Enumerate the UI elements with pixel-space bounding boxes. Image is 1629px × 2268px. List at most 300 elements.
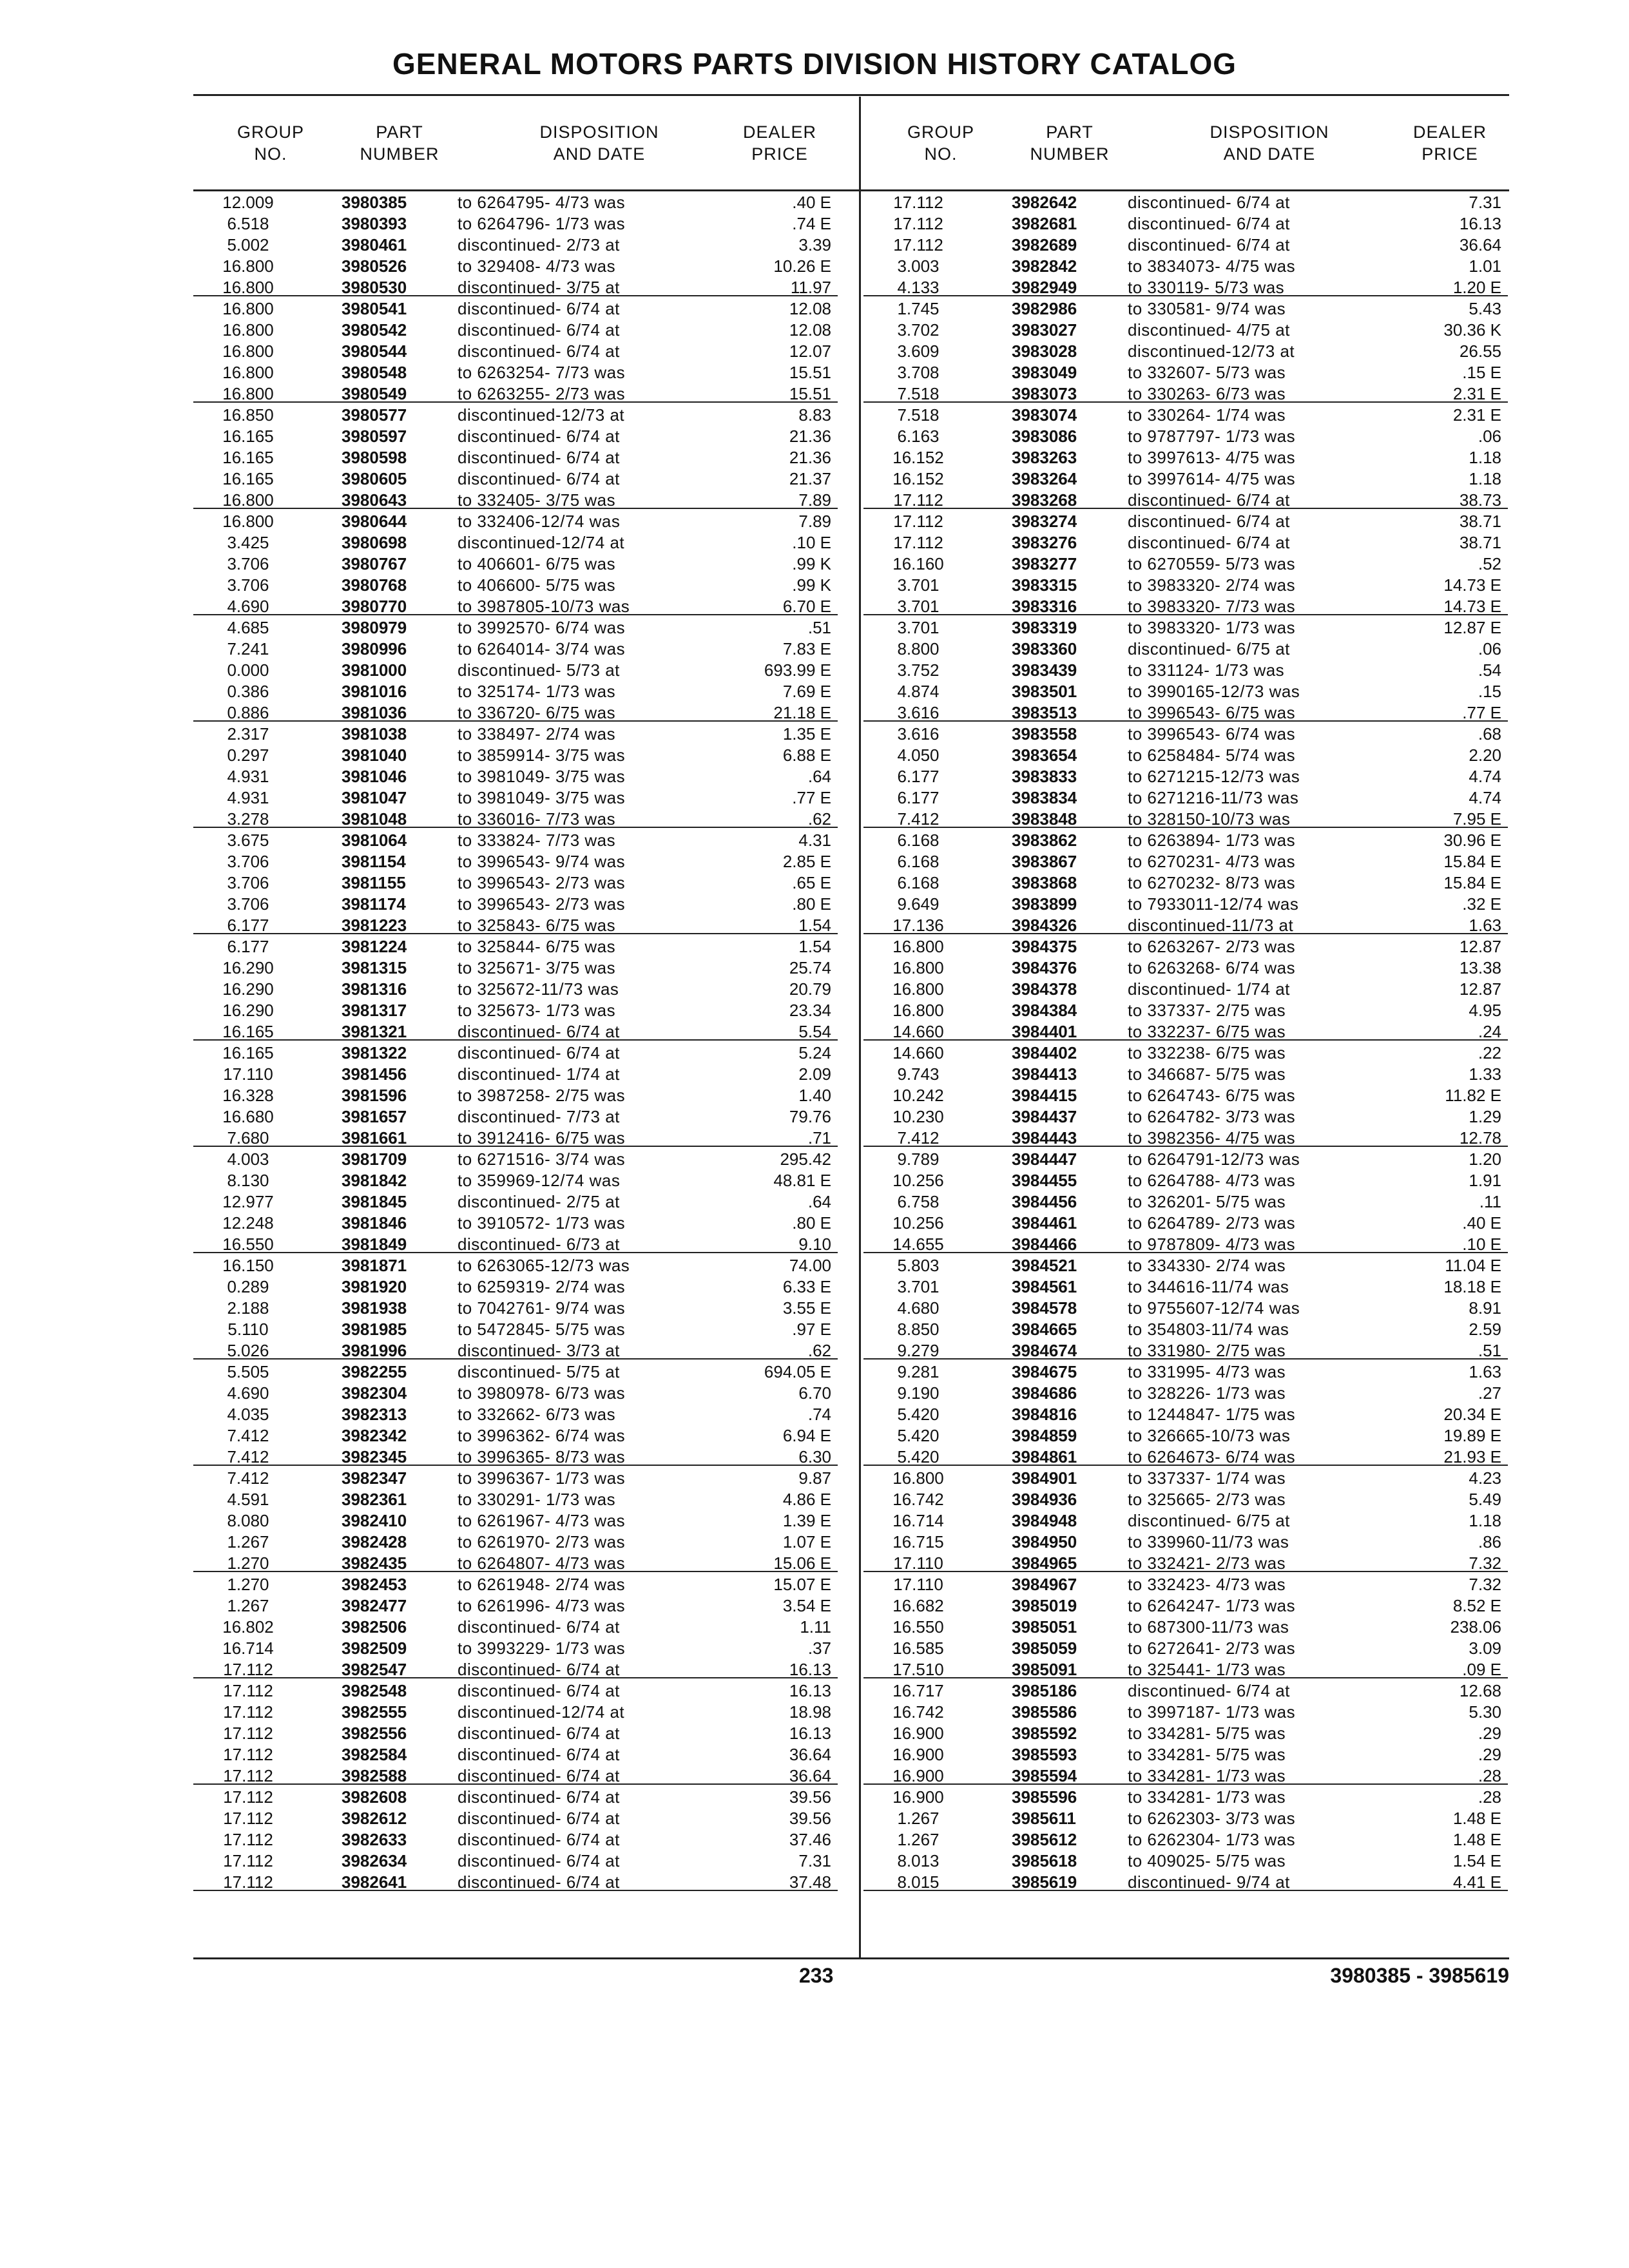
table-row (863, 1319, 1508, 1340)
part-number: 3981657 (342, 1107, 407, 1126)
group-number: 8.080 (227, 1511, 269, 1530)
group-number: 1.267 (897, 1809, 940, 1828)
dealer-price: 1.18 (1469, 1511, 1501, 1530)
group-number: 7.241 (227, 639, 269, 658)
disposition: to 9755607-12/74 was (1128, 1298, 1300, 1318)
dealer-price: 7.83 E (782, 639, 831, 658)
table-row (863, 1064, 1508, 1085)
table-row (863, 681, 1508, 702)
dealer-price: 12.78 (1459, 1128, 1501, 1148)
dealer-price: .15 (1478, 682, 1501, 701)
group-number: 16.152 (892, 469, 944, 488)
dealer-price: 4.95 (1469, 1001, 1501, 1020)
group-number: 8.015 (897, 1872, 940, 1892)
table-row (863, 511, 1508, 532)
dealer-price: .32 E (1462, 894, 1501, 914)
group-number: 10.230 (892, 1107, 944, 1126)
part-number: 3984950 (1012, 1532, 1077, 1552)
dealer-price: 21.93 E (1443, 1447, 1501, 1466)
disposition: to 6270231- 4/73 was (1128, 852, 1296, 871)
dealer-price: 5.30 (1469, 1702, 1501, 1722)
part-number: 3982633 (342, 1830, 407, 1849)
disposition: discontinued- 2/75 at (458, 1192, 620, 1211)
dealer-price: .65 E (792, 873, 831, 892)
group-number: 3.706 (227, 873, 269, 892)
group-number: 0.297 (227, 745, 269, 765)
disposition: to 337337- 1/74 was (1128, 1468, 1286, 1488)
group-number: 7.412 (227, 1426, 269, 1445)
dealer-price: .97 E (792, 1320, 831, 1339)
group-number: 17.112 (223, 1681, 273, 1700)
group-number: 5.420 (897, 1426, 940, 1445)
part-number: 3985619 (1012, 1872, 1077, 1892)
table-row (193, 1043, 838, 1064)
table-row (193, 1829, 838, 1850)
part-number: 3981920 (342, 1277, 407, 1296)
dealer-price: 11.04 E (1445, 1256, 1501, 1275)
part-number: 3984859 (1012, 1426, 1077, 1445)
table-row (193, 1021, 838, 1043)
table-row (193, 1064, 838, 1085)
table-row (193, 1255, 838, 1276)
group-number: 16.290 (222, 958, 274, 977)
table-row (863, 1808, 1508, 1829)
table-row (863, 532, 1508, 553)
disposition: to 6263267- 2/73 was (1128, 937, 1296, 956)
disposition: discontinued- 6/73 at (458, 1235, 620, 1254)
table-row (863, 383, 1508, 405)
group-number: 16.165 (222, 469, 274, 488)
part-number: 3982588 (342, 1766, 407, 1785)
group-number: 17.136 (892, 916, 944, 935)
left-part-header: PART NUMBER (360, 122, 439, 164)
dealer-price: 37.46 (789, 1830, 831, 1849)
disposition: discontinued- 1/74 at (458, 1064, 620, 1084)
group-number: 7.518 (897, 384, 940, 403)
group-number: 16.800 (892, 1468, 944, 1488)
disposition: to 6263268- 6/74 was (1128, 958, 1296, 977)
part-number: 3984375 (1012, 937, 1077, 956)
table-row (193, 766, 838, 787)
part-number: 3985594 (1012, 1766, 1077, 1785)
disposition: to 6261948- 2/74 was (458, 1575, 626, 1594)
group-number: 5.505 (227, 1362, 269, 1381)
dealer-price: .29 (1478, 1724, 1501, 1743)
disposition: discontinued- 6/74 at (458, 1851, 620, 1870)
table-row (193, 957, 838, 979)
part-number: 3981322 (342, 1043, 407, 1062)
part-number: 3982949 (1012, 278, 1077, 297)
table-row (863, 724, 1508, 745)
dealer-price: 15.51 (789, 384, 831, 403)
table-row (193, 1553, 838, 1574)
disposition: discontinued-12/73 at (1128, 341, 1295, 361)
part-number: 3983558 (1012, 724, 1077, 744)
dealer-price: 11.97 (790, 278, 831, 297)
disposition: to 325844- 6/75 was (458, 937, 616, 956)
table-row (863, 1276, 1508, 1298)
left-price-header: DEALER PRICE (742, 122, 817, 164)
group-number: 3.609 (897, 341, 940, 361)
part-number: 3983501 (1012, 682, 1077, 701)
disposition: discontinued- 6/75 at (1128, 639, 1290, 658)
disposition: to 6263254- 7/73 was (458, 363, 626, 382)
part-number: 3981223 (342, 916, 407, 935)
page-number: 233 (799, 1964, 834, 1987)
part-number: 3981596 (342, 1086, 407, 1105)
disposition: to 330291- 1/73 was (458, 1490, 616, 1509)
dealer-price: .74 E (792, 214, 831, 233)
disposition: to 3997187- 1/73 was (1128, 1702, 1296, 1722)
dealer-price: 6.30 (798, 1447, 831, 1466)
disposition: discontinued-12/73 at (458, 405, 625, 425)
part-number: 3981316 (342, 979, 407, 999)
group-number: 1.267 (227, 1532, 269, 1552)
table-row (863, 298, 1508, 320)
group-number: 5.110 (227, 1320, 269, 1339)
part-number: 3982509 (342, 1639, 407, 1658)
table-row (863, 1659, 1508, 1680)
part-number: 3982477 (342, 1596, 407, 1615)
group-number: 5.002 (227, 235, 269, 255)
disposition: to 332421- 2/73 was (1128, 1553, 1286, 1573)
table-row (863, 1021, 1508, 1043)
part-number: 3984461 (1012, 1213, 1077, 1233)
dealer-price: 694.05 E (764, 1362, 831, 1381)
table-row (863, 1595, 1508, 1617)
group-number: 5.803 (897, 1256, 940, 1275)
disposition: to 3996543- 9/74 was (458, 852, 626, 871)
disposition: to 3981049- 3/75 was (458, 788, 626, 807)
part-number: 3980541 (342, 299, 407, 318)
table-row (193, 405, 838, 426)
disposition: discontinued- 6/74 at (458, 299, 620, 318)
table-row (193, 1234, 838, 1255)
table-row (863, 1765, 1508, 1787)
disposition: to 409025- 5/75 was (1128, 1851, 1286, 1870)
dealer-price: 36.64 (789, 1766, 831, 1785)
group-number: 0.000 (227, 660, 269, 680)
table-row (193, 341, 838, 362)
disposition: to 325441- 1/73 was (1128, 1660, 1286, 1679)
dealer-price: 7.31 (1469, 193, 1501, 212)
group-number: 16.165 (222, 427, 274, 446)
table-row (863, 1510, 1508, 1532)
table-row (863, 1000, 1508, 1021)
left-disposition-header: DISPOSITION AND DATE (539, 122, 659, 164)
group-number: 6.758 (897, 1192, 940, 1211)
part-number: 3983360 (1012, 639, 1077, 658)
part-number: 3985059 (1012, 1639, 1077, 1658)
group-number: 16.900 (892, 1787, 944, 1807)
disposition: to 6263894- 1/73 was (1128, 831, 1296, 850)
part-number: 3983899 (1012, 894, 1077, 914)
part-number: 3983868 (1012, 873, 1077, 892)
disposition: to 332406-12/74 was (458, 512, 621, 531)
part-number: 3981038 (342, 724, 407, 744)
group-number: 3.003 (897, 256, 940, 276)
dealer-price: 12.68 (1459, 1681, 1501, 1700)
group-number: 16.800 (892, 1001, 944, 1020)
part-number: 3984378 (1012, 979, 1077, 999)
part-number: 3980542 (342, 320, 407, 340)
disposition: to 3996365- 8/73 was (458, 1447, 626, 1466)
dealer-price: .10 E (1462, 1235, 1501, 1254)
dealer-price: 4.31 (798, 831, 831, 850)
dealer-price: 2.31 E (1452, 384, 1501, 403)
part-number: 3981174 (342, 894, 406, 914)
group-number: 3.701 (897, 597, 940, 616)
part-number: 3982304 (342, 1383, 407, 1403)
dealer-price: 23.34 (789, 1001, 831, 1020)
disposition: to 334281- 5/75 was (1128, 1724, 1286, 1743)
group-number: 17.110 (893, 1575, 943, 1594)
disposition: to 6263065-12/73 was (458, 1256, 630, 1275)
table-row (863, 468, 1508, 490)
part-number: 3981040 (342, 745, 407, 765)
part-number: 3983862 (1012, 831, 1077, 850)
disposition: to 6264247- 1/73 was (1128, 1596, 1296, 1615)
part-number: 3980393 (342, 214, 407, 233)
part-number: 3984936 (1012, 1490, 1077, 1509)
dealer-price: 3.39 (798, 235, 831, 255)
dealer-price: 6.70 (798, 1383, 831, 1403)
dealer-price: .40 E (792, 193, 831, 212)
part-number: 3984561 (1012, 1277, 1077, 1296)
disposition: discontinued- 7/73 at (458, 1107, 620, 1126)
dealer-price: 1.29 (1469, 1107, 1501, 1126)
part-number: 3982547 (342, 1660, 407, 1679)
disposition: to 6264673- 6/74 was (1128, 1447, 1296, 1466)
table-row (863, 1638, 1508, 1659)
table-row (863, 979, 1508, 1000)
dealer-price: .54 (1478, 660, 1501, 680)
group-number: 10.242 (892, 1086, 944, 1105)
part-number: 3985611 (1012, 1809, 1076, 1828)
group-number: 4.874 (897, 682, 940, 701)
part-range: 3980385 - 3985619 (1330, 1964, 1509, 1987)
dealer-price: 38.71 (1459, 533, 1501, 552)
table-row (863, 1149, 1508, 1170)
table-row (193, 1085, 838, 1106)
dealer-price: .80 E (792, 894, 831, 914)
disposition: to 6270559- 5/73 was (1128, 554, 1296, 573)
group-number: 12.977 (222, 1192, 274, 1211)
table-row (193, 1213, 838, 1234)
table-row (863, 1128, 1508, 1149)
part-number: 3980996 (342, 639, 407, 658)
disposition: discontinued- 6/74 at (458, 1660, 620, 1679)
part-number: 3981985 (342, 1320, 407, 1339)
part-number: 3984965 (1012, 1553, 1077, 1573)
disposition: to 325672-11/73 was (458, 979, 619, 999)
part-number: 3982345 (342, 1447, 407, 1466)
table-row (193, 1744, 838, 1765)
group-number: 4.931 (227, 788, 269, 807)
disposition: to 336016- 7/73 was (458, 809, 616, 829)
disposition: to 354803-11/74 was (1128, 1320, 1289, 1339)
table-row (863, 1829, 1508, 1850)
group-number: 3.702 (897, 320, 940, 340)
part-number: 3982453 (342, 1575, 407, 1594)
part-number: 3982556 (342, 1724, 407, 1743)
dealer-price: .06 (1478, 427, 1501, 446)
group-number: 16.800 (222, 490, 274, 510)
dealer-price: 7.31 (798, 1851, 831, 1870)
group-number: 12.248 (222, 1213, 274, 1233)
part-number: 3981155 (342, 873, 406, 892)
dealer-price: 2.09 (798, 1064, 831, 1084)
table-row (193, 1765, 838, 1787)
table-row (863, 213, 1508, 235)
part-number: 3984413 (1012, 1064, 1077, 1084)
disposition: discontinued- 6/74 at (458, 469, 620, 488)
part-number: 3980768 (342, 575, 407, 595)
dealer-price: .15 E (1462, 363, 1501, 382)
table-row (863, 660, 1508, 681)
disposition: discontinued- 9/74 at (1128, 1872, 1290, 1892)
group-number: 10.256 (892, 1213, 944, 1233)
group-number: 16.150 (222, 1256, 274, 1275)
dealer-price: 2.59 (1469, 1320, 1501, 1339)
disposition: to 3992570- 6/74 was (458, 618, 626, 637)
table-row (193, 787, 838, 809)
part-number: 3982313 (342, 1405, 407, 1424)
table-row (863, 320, 1508, 341)
part-number: 3980605 (342, 469, 407, 488)
table-row (193, 872, 838, 894)
dealer-price: 21.36 (789, 427, 831, 446)
disposition: to 3834073- 4/75 was (1128, 256, 1296, 276)
disposition: to 332607- 5/73 was (1128, 363, 1286, 382)
disposition: to 329408- 4/73 was (458, 256, 616, 276)
table-row (193, 235, 838, 256)
table-row (863, 1446, 1508, 1468)
group-number: 16.585 (892, 1639, 944, 1658)
part-number: 3983276 (1012, 533, 1077, 552)
dealer-price: .77 E (1462, 703, 1501, 722)
disposition: to 5472845- 5/75 was (458, 1320, 626, 1339)
dealer-price: 1.01 (1469, 256, 1501, 276)
part-number: 3982342 (342, 1426, 407, 1445)
part-number: 3981154 (342, 852, 406, 871)
disposition: discontinued- 6/74 at (458, 1617, 620, 1637)
disposition: to 6271216-11/73 was (1128, 788, 1299, 807)
dealer-price: 15.51 (789, 363, 831, 382)
disposition: to 6262304- 1/73 was (1128, 1830, 1296, 1849)
disposition: discontinued-11/73 at (1128, 916, 1294, 935)
right-part-header: PART NUMBER (1030, 122, 1110, 164)
part-number: 3980770 (342, 597, 407, 616)
left-group-header: GROUP NO. (236, 122, 304, 164)
dealer-price: 36.64 (1459, 235, 1501, 255)
table-row (863, 702, 1508, 724)
table-row (863, 553, 1508, 575)
disposition: to 9787809- 4/73 was (1128, 1235, 1296, 1254)
table-row (193, 298, 838, 320)
disposition: to 3987805-10/73 was (458, 597, 630, 616)
part-number: 3984967 (1012, 1575, 1077, 1594)
dealer-price: 21.36 (789, 448, 831, 467)
part-number: 3980698 (342, 533, 407, 552)
disposition: to 6263255- 2/73 was (458, 384, 626, 403)
part-number: 3981048 (342, 809, 407, 829)
group-number: 4.050 (897, 745, 940, 765)
table-row (863, 1043, 1508, 1064)
dealer-price: 7.89 (798, 512, 831, 531)
disposition: to 325174- 1/73 was (458, 682, 616, 701)
dealer-price: 39.56 (789, 1809, 831, 1828)
table-row (863, 1702, 1508, 1723)
table-row (193, 1340, 838, 1361)
disposition: to 406601- 6/75 was (458, 554, 616, 573)
disposition: to 7042761- 9/74 was (458, 1298, 626, 1318)
disposition: to 6270232- 8/73 was (1128, 873, 1296, 892)
part-number: 3985051 (1012, 1617, 1077, 1637)
group-number: 3.425 (227, 533, 269, 552)
disposition: to 332423- 4/73 was (1128, 1575, 1286, 1594)
right-group-header: GROUP NO. (907, 122, 974, 164)
disposition: discontinued- 5/75 at (458, 1362, 620, 1381)
part-number: 3981709 (342, 1149, 407, 1169)
part-number: 3983848 (1012, 809, 1077, 829)
dealer-price: 1.18 (1469, 469, 1501, 488)
dealer-price: 2.85 E (782, 852, 831, 871)
dealer-price: 3.09 (1469, 1639, 1501, 1658)
dealer-price: 295.42 (780, 1149, 831, 1169)
dealer-price: .40 E (1462, 1213, 1501, 1233)
part-number: 3982584 (342, 1745, 407, 1764)
group-number: 17.112 (223, 1787, 273, 1807)
group-number: 7.412 (227, 1468, 269, 1488)
group-number: 9.649 (897, 894, 940, 914)
group-number: 8.130 (227, 1171, 269, 1190)
group-number: 1.267 (227, 1596, 269, 1615)
dealer-price: 1.20 (1469, 1149, 1501, 1169)
part-number: 3983027 (1012, 320, 1077, 340)
group-number: 7.680 (227, 1128, 269, 1148)
table-row (193, 660, 838, 681)
dealer-price: 6.94 E (782, 1426, 831, 1445)
table-row (863, 957, 1508, 979)
dealer-price: .24 (1478, 1022, 1501, 1041)
table-row (863, 256, 1508, 277)
disposition: to 333824- 7/73 was (458, 831, 616, 850)
disposition: to 337337- 2/75 was (1128, 1001, 1286, 1020)
group-number: 16.800 (222, 278, 274, 297)
dealer-price: 5.49 (1469, 1490, 1501, 1509)
table-row (193, 426, 838, 447)
disposition: to 330264- 1/74 was (1128, 405, 1286, 425)
table-row (863, 405, 1508, 426)
group-number: 3.616 (897, 724, 940, 744)
disposition: to 6264795- 4/73 was (458, 193, 626, 212)
table-row (193, 724, 838, 745)
disposition: discontinued- 6/74 at (458, 1043, 620, 1062)
group-number: 12.009 (222, 193, 274, 212)
disposition: to 3859914- 3/75 was (458, 745, 626, 765)
table-row (863, 830, 1508, 851)
disposition: discontinued- 6/74 at (458, 1022, 620, 1041)
disposition: to 3996543- 2/73 was (458, 873, 626, 892)
group-number: 3.701 (897, 1277, 940, 1296)
group-number: 17.112 (893, 533, 943, 552)
disposition: discontinued- 2/73 at (458, 235, 620, 255)
group-number: 1.270 (227, 1553, 269, 1573)
disposition: discontinued- 6/75 at (1128, 1511, 1290, 1530)
group-number: 17.112 (223, 1851, 273, 1870)
group-number: 8.013 (897, 1851, 940, 1870)
